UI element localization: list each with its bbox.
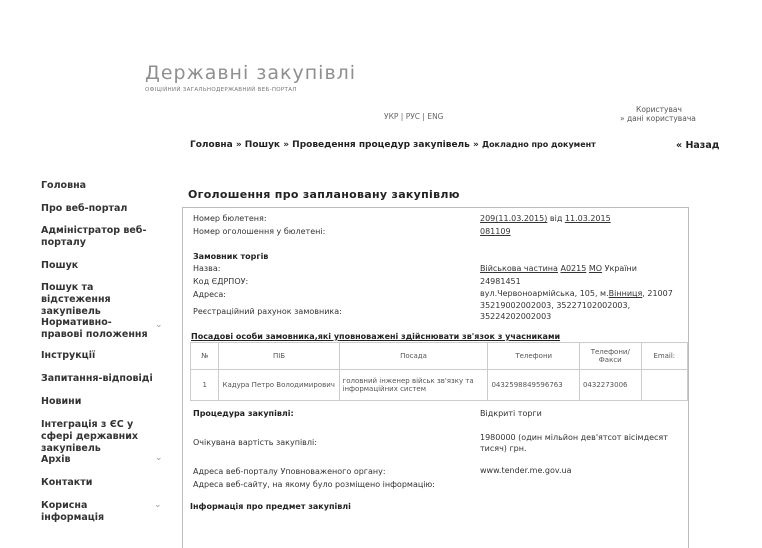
sidebar-item-tracking[interactable]: Пошук та відстеження закупівель (41, 282, 111, 317)
name-part: Військова частина (480, 264, 558, 273)
bulletin-label: Номер бюлетеня: (193, 214, 267, 223)
col-fax: Телефони/ Факси (579, 343, 641, 370)
cell-email (641, 370, 687, 401)
sidebar-item-archive[interactable]: Архів (41, 454, 71, 465)
account-value-1: 35219002002003, 35227102002003, (480, 301, 631, 310)
sidebar-item-news[interactable]: Новини (41, 396, 82, 407)
account-label: Реєстраційний рахунок замовника: (193, 307, 342, 316)
cell-phones: 0432598849596763 (488, 370, 580, 401)
sidebar-item-instructions[interactable]: Інструкції (41, 350, 96, 361)
breadcrumb-separator: » (235, 140, 242, 150)
table-header-row (191, 343, 688, 370)
col-number: № (191, 343, 219, 370)
breadcrumb-search[interactable]: Пошук (244, 140, 281, 150)
sidebar-item-contacts[interactable]: Контакти (41, 477, 93, 488)
chevron-down-icon[interactable]: ⌄ (155, 320, 163, 330)
breadcrumb-procedures[interactable]: Проведення процедур закупівель (292, 140, 470, 150)
notice-value: 081109 (480, 227, 511, 236)
language-switcher[interactable]: УКР | РУС | ENG (384, 112, 444, 121)
cell-number: 1 (191, 370, 219, 401)
account-value-2: 35224202002003 (480, 312, 552, 321)
name-value (480, 264, 637, 273)
officials-table (190, 342, 688, 401)
address-part: , 21007 (642, 289, 673, 298)
sidebar-item-regulations[interactable]: Нормативно-правові положення (41, 317, 148, 340)
bulletin-value (480, 214, 611, 223)
bulletin-date: 11.03.2015 (564, 214, 611, 223)
edrpou-value: 24981451 (480, 277, 521, 286)
site-title[interactable]: Державні закупівлі (145, 62, 357, 84)
bulletin-number[interactable]: 209(11.03.2015) (480, 214, 548, 223)
bulletin-from: від (549, 214, 563, 223)
chevron-down-icon[interactable]: ⌄ (155, 453, 163, 463)
procedure-value: Відкриті торги (480, 409, 542, 418)
sidebar-item-faq[interactable]: Запитання-відповіді (41, 373, 153, 384)
address-part: Вінниця (608, 289, 643, 298)
subject-section-title: Інформація про предмет закупівлі (190, 502, 351, 511)
customer-section-title: Замовник торгів (193, 252, 269, 261)
address-label: Адреса: (193, 290, 226, 299)
page-title: Оголошення про заплановану закупівлю (188, 188, 460, 201)
user-label: Користувач (636, 105, 682, 114)
name-part: А0215 (560, 264, 587, 273)
sidebar-item-administrator[interactable]: Адміністратор веб-порталу (41, 225, 147, 248)
notice-label: Номер оголошення у бюлетені: (193, 227, 326, 236)
name-label: Назва: (193, 264, 221, 273)
breadcrumb-separator: » (283, 140, 290, 150)
procedure-label: Процедура закупівлі: (193, 409, 294, 418)
site-subtitle: ОФІЦІЙНИЙ ЗАГАЛЬНОДЕРЖАВНИЙ ВЕБ-ПОРТАЛ (145, 87, 297, 93)
portal-label: Адреса веб-порталу Уповноваженого органу: (193, 467, 386, 476)
officials-title: Посадові особи замовника,які уповноважені здійснювати зв'язок з учасниками (191, 332, 561, 341)
cell-fax: 0432273006 (579, 370, 641, 401)
breadcrumb (190, 140, 596, 150)
sidebar-item-useful-info[interactable]: Корисна інформація (41, 500, 105, 523)
col-name: ПІБ (219, 343, 339, 370)
name-part: МО (588, 264, 603, 273)
cell-position: головний інженер військ зв'язку та інформаційних систем (339, 370, 488, 401)
breadcrumb-current: Докладно про документ (481, 140, 596, 149)
cost-value: 1980000 (один мільйон дев'ятсот вісімдесят тисяч) грн. (480, 433, 668, 453)
breadcrumb-separator: » (472, 140, 479, 150)
address-value (480, 289, 673, 298)
breadcrumb-home[interactable]: Головна (190, 140, 233, 150)
sidebar-item-about[interactable]: Про веб-портал (41, 203, 128, 214)
portal-value[interactable]: www.tender.me.gov.ua (480, 466, 572, 475)
name-part: України (604, 264, 637, 273)
col-position: Посада (339, 343, 488, 370)
col-phones: Телефони (488, 343, 580, 370)
col-email: Email: (641, 343, 687, 370)
table-row (191, 370, 688, 401)
site-label: Адреса веб-сайту, на якому було розміщено інформацію: (193, 480, 435, 489)
user-data-link[interactable]: » дані користувача (620, 114, 696, 123)
chevron-down-icon[interactable]: ⌄ (154, 500, 162, 510)
sidebar-item-eu-integration[interactable]: Інтеграція з ЄС у сфері державних закупівель (41, 419, 139, 454)
edrpou-label: Код ЄДРПОУ: (193, 277, 249, 286)
sidebar-item-search[interactable]: Пошук (41, 260, 79, 271)
cost-label: Очікувана вартість закупівлі: (193, 438, 317, 447)
back-link[interactable]: « Назад (676, 140, 720, 151)
address-part: вул.Червоноармійська, 105, м. (480, 289, 609, 298)
cell-name: Кадура Петро Володимирович (219, 370, 339, 401)
sidebar-item-home[interactable]: Головна (41, 180, 87, 191)
